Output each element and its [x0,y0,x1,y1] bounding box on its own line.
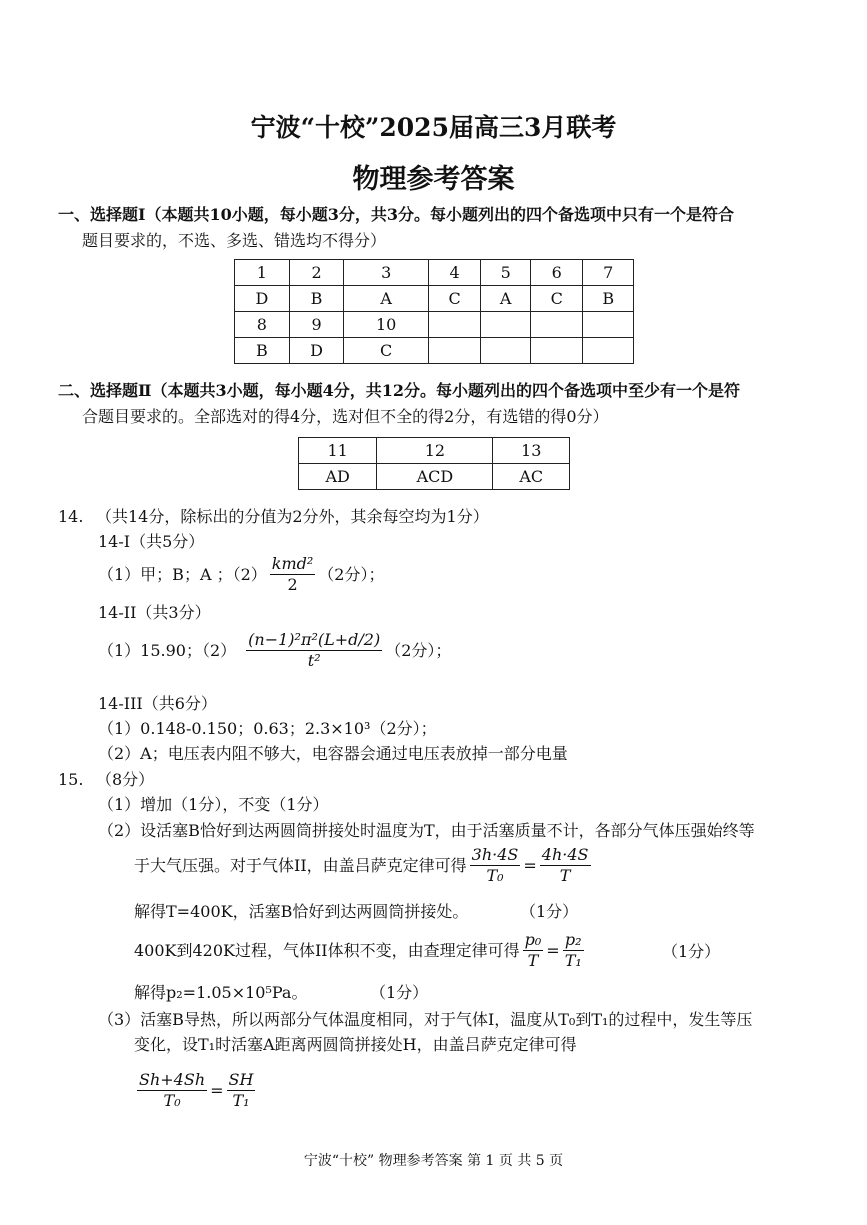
answer-table-cell: 10 [344,312,429,338]
q15-line7: （3）活塞B导热，所以两部分气体温度相同，对于气体I，温度从T₀到T₁的过程中，发生等压 [98,1010,753,1029]
answer-table-cell: 5 [481,260,531,286]
answer-table-cell: 4 [428,260,480,286]
answer-table-cell [583,338,634,364]
answer-table-cell: AD [299,464,377,490]
answer-table-row [235,338,634,364]
answer-table-row [299,464,570,490]
q15-line4-score: （1分） [520,902,579,921]
q15-line6-score: （1分） [370,983,429,1002]
answer-table-cell: 2 [289,260,344,286]
q14-number: 14. [58,507,84,526]
page-subtitle: 物理参考答案 [352,164,515,195]
answer-table-cell: A [481,286,531,312]
answer-table-cell: C [344,338,429,364]
q14-intro: （共14分，除标出的分值为2分外，其余每空均为1分） [96,507,489,526]
q15-line2: （2）设活塞B恰好到达两圆筒拼接处时温度为T，由于活塞质量不计，各部分气体压强始终等 [98,821,755,840]
q15-eq3: $\frac{Sh+4Sh}{\text{T₀}}$ = $\frac{SH}{\text{T₁}}$ [139,1070,254,1110]
answer-table-row [235,312,634,338]
answer-table-cell: ACD [377,464,493,490]
answer-table-cell: 13 [493,438,570,464]
answer-table-row [235,286,634,312]
q15-line5-score: （1分） [662,942,721,961]
answer-table-cell: A [344,286,429,312]
q14-part3-line1: （1）0.148-0.150；0.63；2.3×10³（2分）； [98,719,437,738]
q15-line4: 解得T=400K，活塞B恰好到达两圆筒拼接处。 [134,902,469,921]
answer-table-cell: B [583,286,634,312]
q15-line1: （1）增加（1分），不变（1分） [98,795,329,814]
page-title: 宁波“十校”2025届高三3月联考 [250,113,617,142]
q14-part2-fraction: $\frac{\text{(n−1)²π²(L+d/2)}}{\text{t²}}$ [248,630,381,670]
answer-table-cell: 7 [583,260,634,286]
answer-table-cell: C [531,286,583,312]
answer-table-cell [481,338,531,364]
section2-answer-table [298,437,570,490]
q15-eq3-left: $\frac{Sh+4Sh}{\text{T₀}}$ [139,1070,206,1110]
answer-table-cell: 12 [377,438,493,464]
section1-heading-cont: 题目要求的，不选、多选、错选均不得分） [82,231,387,250]
answer-table-cell: 11 [299,438,377,464]
answer-table-cell [531,338,583,364]
page-footer: 宁波“十校” 物理参考答案 第 1 页 共 5 页 [303,1153,564,1169]
q15-line8: 变化，设T₁时活塞A距离两圆筒拼接处H，由盖吕萨克定律可得 [134,1035,577,1054]
q14-part1-fraction: $\frac{\text{kmd²}}{2}$ [271,554,314,594]
answer-table-cell [428,338,480,364]
section2-heading-cont: 合题目要求的。全部选对的得4分，选对但不全的得2分，有选错的得0分） [82,407,609,426]
answer-table-cell: B [289,286,344,312]
q14-part2-answer: （1）15.90；（2） $\frac{\text{(n−1)²π²(L+d/2)}}{\text{t²}}$ （2分）； [98,630,452,670]
q14-part2-title: 14-II（共3分） [98,603,211,622]
q14-part3-line2: （2）A；电压表内阻不够大，电容器会通过电压表放掉一部分电量 [98,744,568,763]
answer-table-cell: 1 [235,260,290,286]
section1-heading: 一、选择题Ⅰ（本题共10小题，每小题3分，共3分。每小题列出的四个备选项中只有一个是符合 [58,205,735,224]
answer-table-cell: D [235,286,290,312]
q14-part1-answer: （1）甲；B；A ；（2） $\frac{\text{kmd²}}{2}$ （2分）； [98,554,385,594]
q15-line6: 解得p₂=1.05×10⁵Pa。 [134,983,308,1002]
q15-line3: 于大气压强。对于气体II，由盖吕萨克定律可得 $\frac{3h\cdot 4S}{\text{T₀}}$ = $\frac{4h\cdot 4S}{T}$ [134,845,589,885]
answer-table-row [299,438,570,464]
answer-table-cell [531,312,583,338]
answer-table-cell: AC [493,464,570,490]
q14-part1-title: 14-I（共5分） [98,532,205,551]
section2-heading: 二、选择题Ⅱ（本题共3小题，每小题4分，共12分。每小题列出的四个备选项中至少有一个是符 [58,381,741,400]
answer-table-cell: 3 [344,260,429,286]
q15-eq1-left: $\frac{3h\cdot 4S}{\text{T₀}}$ [471,845,519,885]
answer-table-cell: C [428,286,480,312]
section1-answer-table [234,259,634,364]
answer-table-row [235,260,634,286]
answer-table-cell: D [289,338,344,364]
q15-number: 15. [58,770,84,789]
q15-eq1-right: $\frac{4h\cdot 4S}{T}$ [541,845,589,885]
q15-eq3-right: $\frac{SH}{\text{T₁}}$ [228,1070,254,1110]
q15-eq2-left: $\frac{\text{p₀}}{T}$ [524,930,542,970]
answer-table-cell: 9 [289,312,344,338]
answer-table-cell: 6 [531,260,583,286]
answer-table-cell: 8 [235,312,290,338]
answer-table-cell [583,312,634,338]
answer-table-cell [428,312,480,338]
answer-table-cell: B [235,338,290,364]
q15-line5: 400K到420K过程，气体II体积不变，由查理定律可得 $\frac{\text{p₀}}{T}$ = $\frac{\text{p₂}}{\text{T₁}}$ [134,930,582,970]
q15-eq2-right: $\frac{\text{p₂}}{\text{T₁}}$ [564,930,582,970]
answer-table-cell [481,312,531,338]
q15-intro: （8分） [96,770,155,789]
q14-part3-title: 14-III（共6分） [98,694,217,713]
